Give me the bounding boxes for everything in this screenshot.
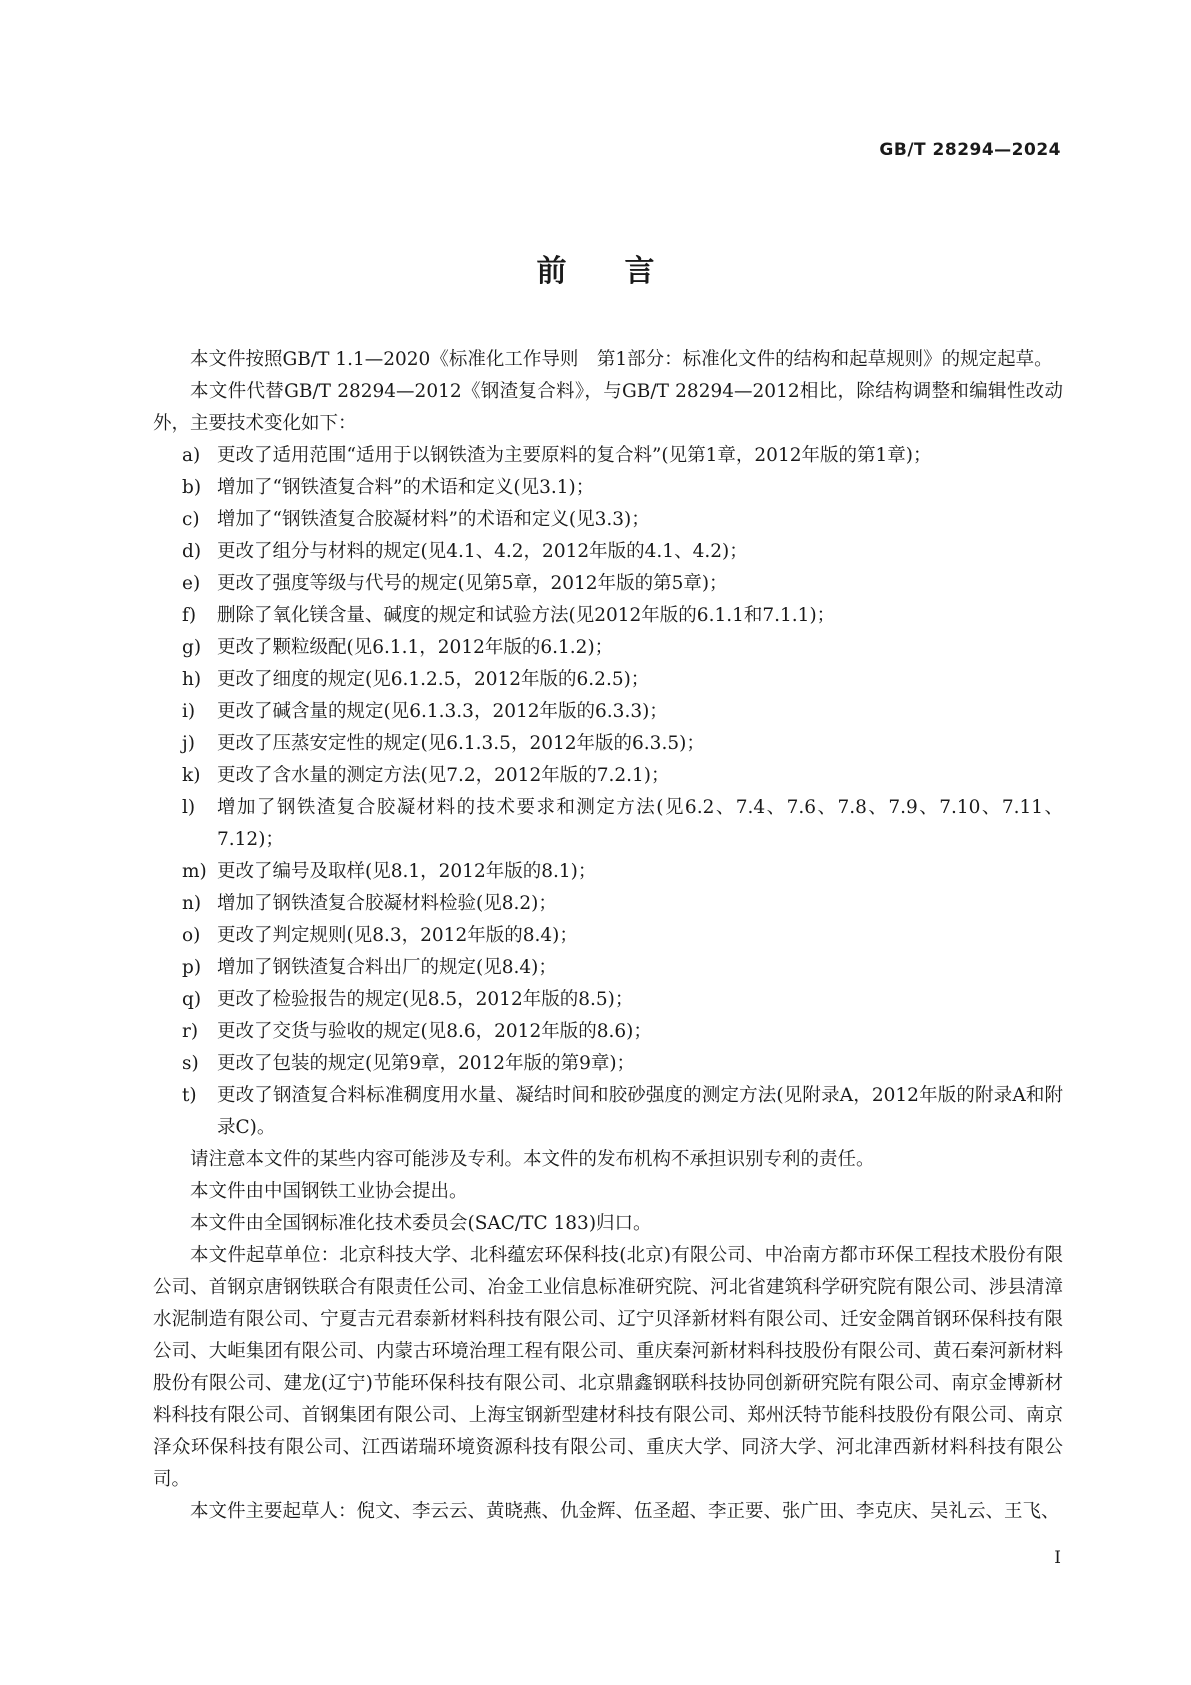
list-item	[153, 568, 1063, 600]
list-item-text: 更改了碱含量的规定(见6.1.3.3，2012年版的6.3.3)；	[217, 701, 668, 722]
list-item-text: 更改了适用范围“适用于以钢铁渣为主要原料的复合料”(见第1章，2012年版的第1章)；	[217, 445, 932, 466]
list-marker: m)	[182, 861, 207, 882]
list-item	[153, 504, 1063, 536]
list-item	[153, 952, 1063, 984]
list-marker: e)	[182, 573, 201, 594]
list-item	[153, 984, 1063, 1016]
list-item-text: 删除了氧化镁含量、碱度的规定和试验方法(见2012年版的6.1.1和7.1.1)；	[217, 605, 836, 626]
list-item-text: 增加了“钢铁渣复合胶凝材料”的术语和定义(见3.3)；	[217, 509, 650, 530]
list-item-text: 更改了颗粒级配(见6.1.1，2012年版的6.1.2)；	[217, 637, 614, 658]
list-marker: d)	[182, 541, 202, 562]
page-number: I	[1054, 1548, 1061, 1568]
list-marker: r)	[182, 1021, 199, 1042]
list-item-text: 更改了检验报告的规定(见8.5，2012年版的8.5)；	[217, 989, 634, 1010]
list-item-text: 更改了包装的规定(见第9章，2012年版的第9章)；	[217, 1053, 636, 1074]
list-item	[153, 920, 1063, 952]
list-item	[153, 440, 1063, 472]
page-title: 前言	[536, 254, 713, 289]
list-marker: a)	[182, 445, 201, 466]
list-item	[153, 472, 1063, 504]
list-marker: q)	[182, 989, 202, 1010]
list-marker: l)	[182, 797, 196, 818]
drafting-units: 本文件起草单位：北京科技大学、北科蕴宏环保科技(北京)有限公司、中冶南方都市环保工程技术股份有限公司、首钢京唐钢铁联合有限责任公司、冶金工业信息标准研究院、河北省建筑科学研究院有限公司、涉县清漳水泥制造有限公司、宁夏吉元君泰新材料科技有限公司、辽宁贝泽新材料有限公司、迁安金隅首钢环保科技有限公司、大岠集团有限公司、内蒙古环境治理工程有限公司、重庆秦河新材料科技股份有限公司、黄石秦河新材料股份有限公司、建龙(辽宁)节能环保科技有限公司、北京鼎鑫钢联科技协同创新研究院有限公司、南京金博新材料科技有限公司、首钢集团有限公司、上海宝钢新型建材科技有限公司、郑州沃特节能科技股份有限公司、南京泽众环保科技有限公司、江西诺瑞环境资源科技有限公司、重庆大学、同济大学、河北津西新材料科技有限公司。	[153, 1245, 1063, 1490]
list-item-text: 更改了钢渣复合料标准稠度用水量、凝结时间和胶砂强度的测定方法(见附录A，2012年版的附录A和附录C)。	[217, 1085, 1063, 1138]
list-marker: s)	[182, 1053, 199, 1074]
list-item-text: 更改了交货与验收的规定(见8.6，2012年版的8.6)；	[217, 1021, 652, 1042]
list-item	[153, 1016, 1063, 1048]
list-item-text: 更改了压蒸安定性的规定(见6.1.3.5，2012年版的6.3.5)；	[217, 733, 705, 754]
list-item	[153, 792, 1063, 856]
document-code: GB/T 28294—2024	[879, 140, 1061, 160]
list-marker: b)	[182, 477, 202, 498]
list-marker: c)	[182, 509, 200, 530]
changes-list	[153, 440, 1063, 1144]
list-marker: p)	[182, 957, 202, 978]
list-marker: g)	[182, 637, 202, 658]
patent-notice: 请注意本文件的某些内容可能涉及专利。本文件的发布机构不承担识别专利的责任。	[190, 1149, 875, 1170]
list-item	[153, 728, 1063, 760]
list-marker: i)	[182, 701, 196, 722]
list-item-text: 更改了含水量的测定方法(见7.2，2012年版的7.2.1)；	[217, 765, 670, 786]
list-item-text: 更改了强度等级与代号的规定(见第5章，2012年版的第5章)；	[217, 573, 728, 594]
list-item	[153, 856, 1063, 888]
list-item	[153, 1048, 1063, 1080]
list-item-text: 增加了钢铁渣复合胶凝材料的技术要求和测定方法(见6.2、7.4、7.6、7.8、7.9、7.10、7.11、7.12)；	[217, 797, 1063, 850]
list-item	[153, 696, 1063, 728]
list-item-text: 增加了“钢铁渣复合料”的术语和定义(见3.1)；	[217, 477, 595, 498]
list-item-text: 更改了编号及取样(见8.1，2012年版的8.1)；	[217, 861, 597, 882]
list-item	[153, 760, 1063, 792]
proposer-statement: 本文件由中国钢铁工业协会提出。	[190, 1181, 468, 1202]
list-item-text: 更改了细度的规定(见6.1.2.5，2012年版的6.2.5)；	[217, 669, 650, 690]
intro-paragraph: 本文件按照GB/T 1.1—2020《标准化工作导则 第1部分：标准化文件的结构和起草规则》的规定起草。	[190, 349, 1053, 370]
list-item	[153, 664, 1063, 696]
preface-body	[153, 344, 1063, 1528]
list-item	[153, 600, 1063, 632]
intro-paragraph: 本文件代替GB/T 28294—2012《钢渣复合料》，与GB/T 28294—2012相比，除结构调整和编辑性改动外，主要技术变化如下：	[153, 381, 1063, 434]
list-item	[153, 536, 1063, 568]
list-marker: n)	[182, 893, 202, 914]
list-item	[153, 632, 1063, 664]
list-marker: o)	[182, 925, 201, 946]
list-marker: f)	[182, 605, 197, 626]
list-marker: k)	[182, 765, 201, 786]
drafters: 本文件主要起草人：倪文、李云云、黄晓燕、仇金辉、伍圣超、李正要、张广田、李克庆、吴礼云、王飞、	[190, 1501, 1060, 1522]
list-item-text: 增加了钢铁渣复合胶凝材料检验(见8.2)；	[217, 893, 557, 914]
list-marker: j)	[182, 733, 195, 754]
list-item-text: 增加了钢铁渣复合料出厂的规定(见8.4)；	[217, 957, 557, 978]
list-item-text: 更改了组分与材料的规定(见4.1、4.2，2012年版的4.1、4.2)；	[217, 541, 748, 562]
list-marker: t)	[182, 1085, 197, 1106]
list-item	[153, 888, 1063, 920]
committee-statement: 本文件由全国钢标准化技术委员会(SAC/TC 183)归口。	[190, 1213, 652, 1234]
list-marker: h)	[182, 669, 202, 690]
list-item	[153, 1080, 1063, 1144]
list-item-text: 更改了判定规则(见8.3，2012年版的8.4)；	[217, 925, 578, 946]
